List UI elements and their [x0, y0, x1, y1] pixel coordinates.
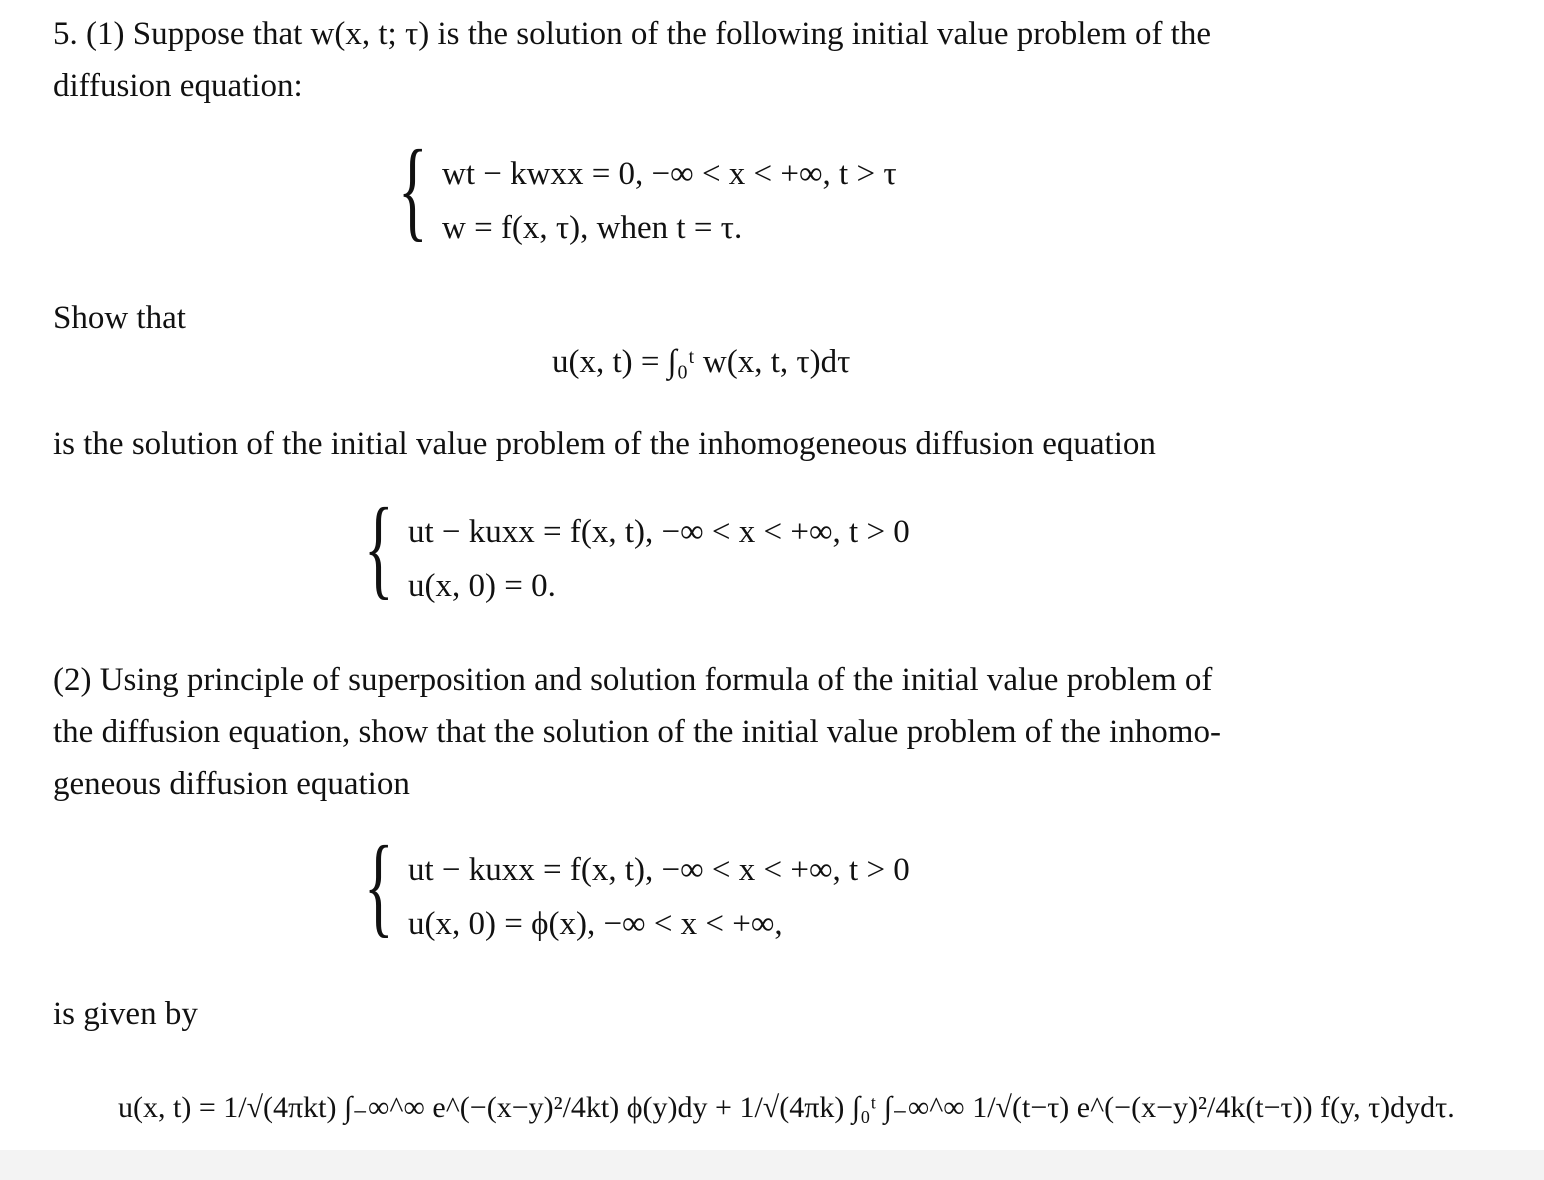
intro-line-2: diffusion equation:	[53, 68, 303, 104]
part-2-line-1: (2) Using principle of superposition and solution formula of the initial value problem of	[53, 662, 1213, 698]
system-1-eq1: wt − kwxx = 0, −∞ < x < +∞, t > τ	[442, 156, 897, 192]
part-2-text	[53, 654, 1443, 810]
given-by-label: is given by	[53, 996, 198, 1032]
solution-formula: u(x, t) = 1/√(4πkt) ∫₋∞^∞ e^(−(x−y)²/4kt) ϕ(y)dy + 1/√(4πk) ∫₀ᵗ ∫₋∞^∞ 1/√(t−τ) e^(−(x−y)²/4k(t−τ)) f(y, τ)dydτ.	[118, 1091, 1455, 1124]
system-3-eq2: u(x, 0) = ϕ(x), −∞ < x < +∞,	[408, 906, 783, 942]
intro-line-1: 5. (1) Suppose that w(x, t; τ) is the solution of the following initial value problem of the	[53, 16, 1211, 52]
system-2-brace: {	[364, 486, 394, 610]
part-2-line-2: the diffusion equation, show that the solution of the initial value problem of the inhomo-	[53, 714, 1221, 750]
show-that-label: Show that	[53, 300, 186, 336]
system-1-eq2: w = f(x, τ), when t = τ.	[442, 210, 743, 246]
system-3-brace: {	[364, 824, 394, 948]
system-2-eq2: u(x, 0) = 0.	[408, 568, 556, 604]
part-2-line-3: geneous diffusion equation	[53, 766, 410, 802]
u-definition: u(x, t) = ∫₀ᵗ w(x, t, τ)dτ	[552, 344, 851, 380]
system-1-brace: {	[398, 128, 428, 252]
problem-intro	[53, 8, 1443, 112]
bottom-strip	[0, 1150, 1544, 1180]
system-3-eq1: ut − kuxx = f(x, t), −∞ < x < +∞, t > 0	[408, 852, 910, 888]
system-2-eq1: ut − kuxx = f(x, t), −∞ < x < +∞, t > 0	[408, 514, 910, 550]
inhomogeneous-statement: is the solution of the initial value problem of the inhomogeneous diffusion equation	[53, 426, 1156, 462]
